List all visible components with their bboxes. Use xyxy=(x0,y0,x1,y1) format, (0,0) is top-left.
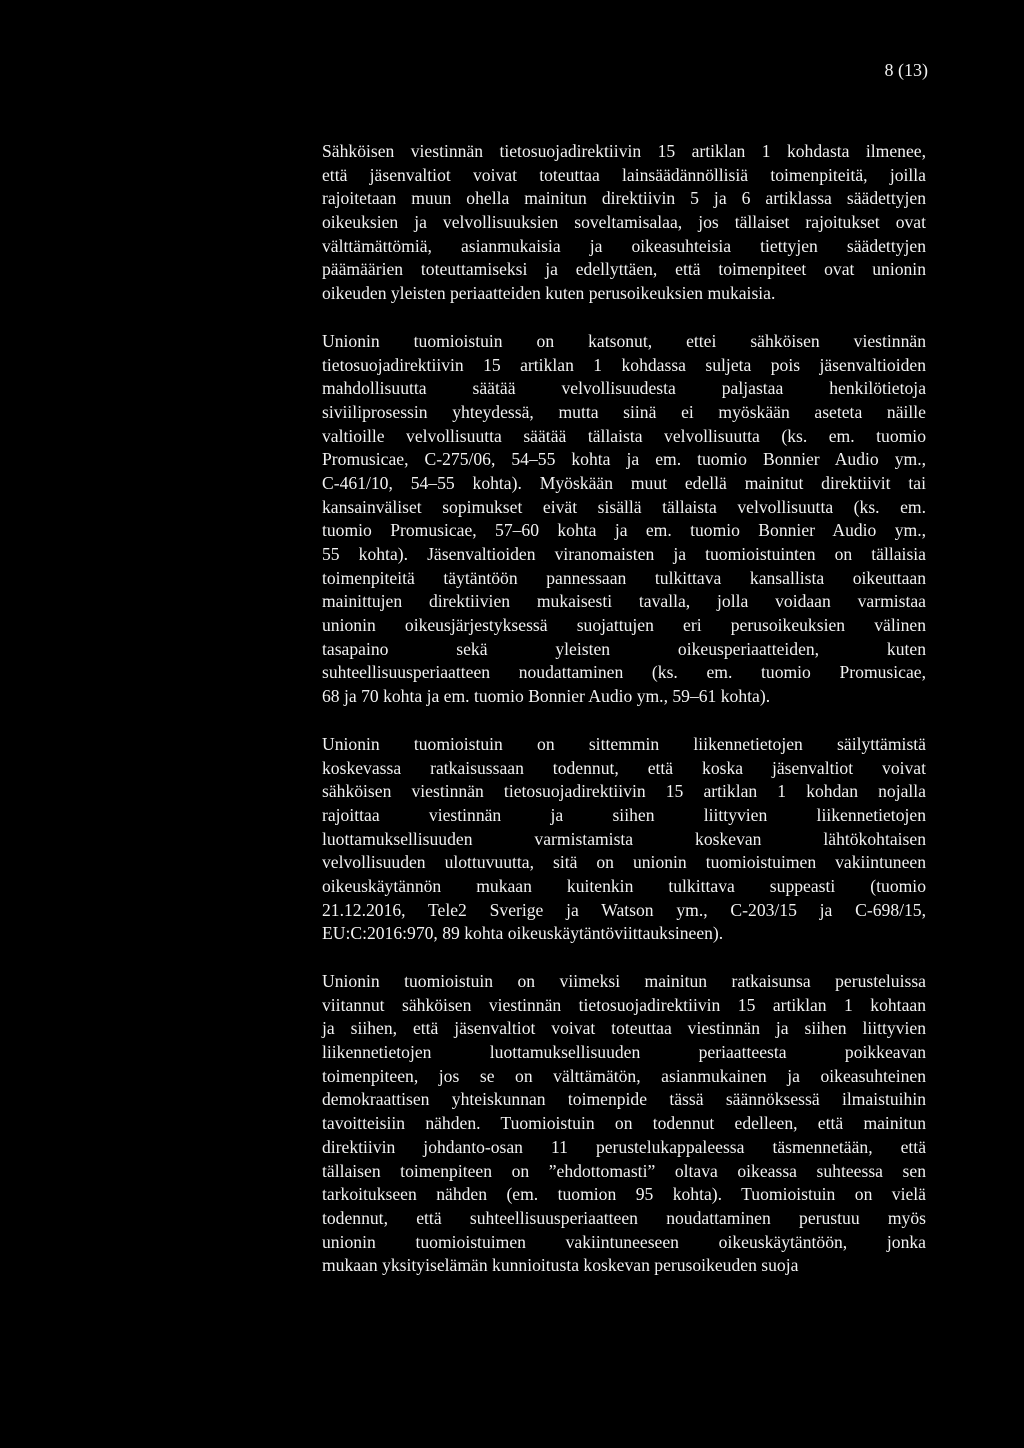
text-line: oikeuskäytännön mukaan kuitenkin tulkittava suppeasti (tuomio xyxy=(322,875,926,896)
text-line: valtioille velvollisuutta säätää tällaista velvollisuutta (ks. em. tuomio xyxy=(322,425,926,446)
text-line: todennut, että suhteellisuusperiaatteen noudattaminen perustuu myös xyxy=(322,1207,926,1228)
text-line: suhteellisuusperiaatteen noudattaminen (ks. em. tuomio Promusicae, xyxy=(322,662,926,683)
text-line: tuomio Promusicae, 57–60 kohta ja em. tuomio Bonnier Audio ym., xyxy=(322,520,926,541)
text-line: mukaan yksityiselämän kunnioitusta koskevan perusoikeuden suoja xyxy=(322,1255,799,1276)
text-line: rajoitetaan muun ohella mainitun direktiivin 5 ja 6 artiklassa säädettyjen xyxy=(322,188,926,209)
page-number: 8 (13) xyxy=(884,60,928,80)
text-line: velvollisuuden ulottuvuutta, sitä on unionin tuomioistuimen vakiintuneen xyxy=(322,852,926,873)
text-line: tarkoitukseen nähden (em. tuomion 95 kohta). Tuomioistuin on vielä xyxy=(322,1184,926,1205)
text-line: mainittujen direktiivien mukaisesti tavalla, jolla voidaan varmistaa xyxy=(322,591,926,612)
text-line: ja siihen, että jäsenvaltiot voivat toteuttaa viestinnän ja siihen liittyvien xyxy=(322,1018,926,1039)
text-line: tavoitteisiin nähden. Tuomioistuin on todennut edelleen, että mainitun xyxy=(322,1113,926,1134)
text-line: Promusicae, C-275/06, 54–55 kohta ja em. tuomio Bonnier Audio ym., xyxy=(322,449,926,470)
text-line: että jäsenvaltiot voivat toteuttaa lainsäädännöllisiä toimenpiteitä, joilla xyxy=(322,164,926,185)
text-line: Sähköisen viestinnän tietosuojadirektiivin 15 artiklan 1 kohdasta ilmenee, xyxy=(322,141,926,161)
text-line: 68 ja 70 kohta ja em. tuomio Bonnier Audio ym., 59–61 kohta). xyxy=(322,686,771,707)
text-line: päämäärien toteuttamiseksi ja edellyttäen, että toimenpiteet ovat unionin xyxy=(322,259,926,280)
text-line: rajoittaa viestinnän ja siihen liittyvien liikennetietojen xyxy=(322,804,926,825)
paragraph-4 xyxy=(322,970,926,1278)
text-line: liikennetietojen luottamuksellisuuden periaatteesta poikkeavan xyxy=(322,1042,926,1063)
text-line: oikeuksien ja velvollisuuksien soveltamisalaa, jos tällaiset rajoitukset ovat xyxy=(322,212,926,233)
text-line: demokraattisen yhteiskunnan toimenpide tässä säännöksessä ilmaistuihin xyxy=(322,1089,926,1110)
text-line: sähköisen viestinnän tietosuojadirektiivin 15 artiklan 1 kohdan nojalla xyxy=(322,781,926,802)
text-line: toimenpiteen, jos se on välttämätön, asianmukainen ja oikeasuhteinen xyxy=(322,1065,926,1086)
text-line: luottamuksellisuuden varmistamista koskevan lähtökohtaisen xyxy=(322,828,926,849)
text-line: 55 kohta). Jäsenvaltioiden viranomaisten ja tuomioistuinten on tällaisia xyxy=(322,544,926,564)
text-line: Unionin tuomioistuin on viimeksi mainitun ratkaisunsa perusteluissa xyxy=(322,971,926,991)
text-line: kansainväliset sopimukset eivät sisällä tällaista velvollisuutta (ks. em. xyxy=(322,496,926,517)
text-line: C-461/10, 54–55 kohta). Myöskään muut edellä mainitut direktiivit tai xyxy=(322,472,926,493)
paragraph-3 xyxy=(322,733,926,946)
text-line: välttämättömiä, asianmukaisia ja oikeasuhteisia tiettyjen säädettyjen xyxy=(322,235,926,256)
text-line: tällaisen toimenpiteen on ”ehdottomasti” oltava oikeassa suhteessa sen xyxy=(322,1160,926,1181)
text-line: direktiivin johdanto-osan 11 perustelukappaleessa täsmennetään, että xyxy=(322,1136,926,1157)
text-line: koskevassa ratkaisussaan todennut, että koska jäsenvaltiot voivat xyxy=(322,757,926,778)
paragraph-1 xyxy=(322,140,926,306)
paragraph-2 xyxy=(322,330,926,709)
text-line: siviiliprosessin yhteydessä, mutta siinä ei myöskään aseteta näille xyxy=(322,401,926,422)
text-line: toimenpiteitä täytäntöön pannessaan tulkittava kansallista oikeuttaan xyxy=(322,567,926,588)
text-line: Unionin tuomioistuin on sittemmin liikennetietojen säilyttämistä xyxy=(322,733,926,754)
text-line: viitannut sähköisen viestinnän tietosuojadirektiivin 15 artiklan 1 kohtaan xyxy=(322,994,926,1015)
text-line: tasapaino sekä yleisten oikeusperiaatteiden, kuten xyxy=(322,638,926,659)
text-line: unionin tuomioistuimen vakiintuneeseen oikeuskäytäntöön, jonka xyxy=(322,1231,926,1252)
text-line: 21.12.2016, Tele2 Sverige ja Watson ym., C-203/15 ja C-698/15, xyxy=(322,899,926,920)
text-line: unionin oikeusjärjestyksessä suojattujen eri perusoikeuksien välinen xyxy=(322,615,926,636)
text-line: tietosuojadirektiivin 15 artiklan 1 kohdassa suljeta pois jäsenvaltioiden xyxy=(322,354,926,375)
text-line: EU:C:2016:970, 89 kohta oikeuskäytäntöviittauksineen). xyxy=(322,923,724,944)
document-body xyxy=(322,140,926,1302)
text-line: Unionin tuomioistuin on katsonut, ettei sähköisen viestinnän xyxy=(322,330,926,351)
text-line: mahdollisuutta säätää velvollisuudesta paljastaa henkilötietoja xyxy=(322,378,926,399)
text-line: oikeuden yleisten periaatteiden kuten perusoikeuksien mukaisia. xyxy=(322,283,776,304)
